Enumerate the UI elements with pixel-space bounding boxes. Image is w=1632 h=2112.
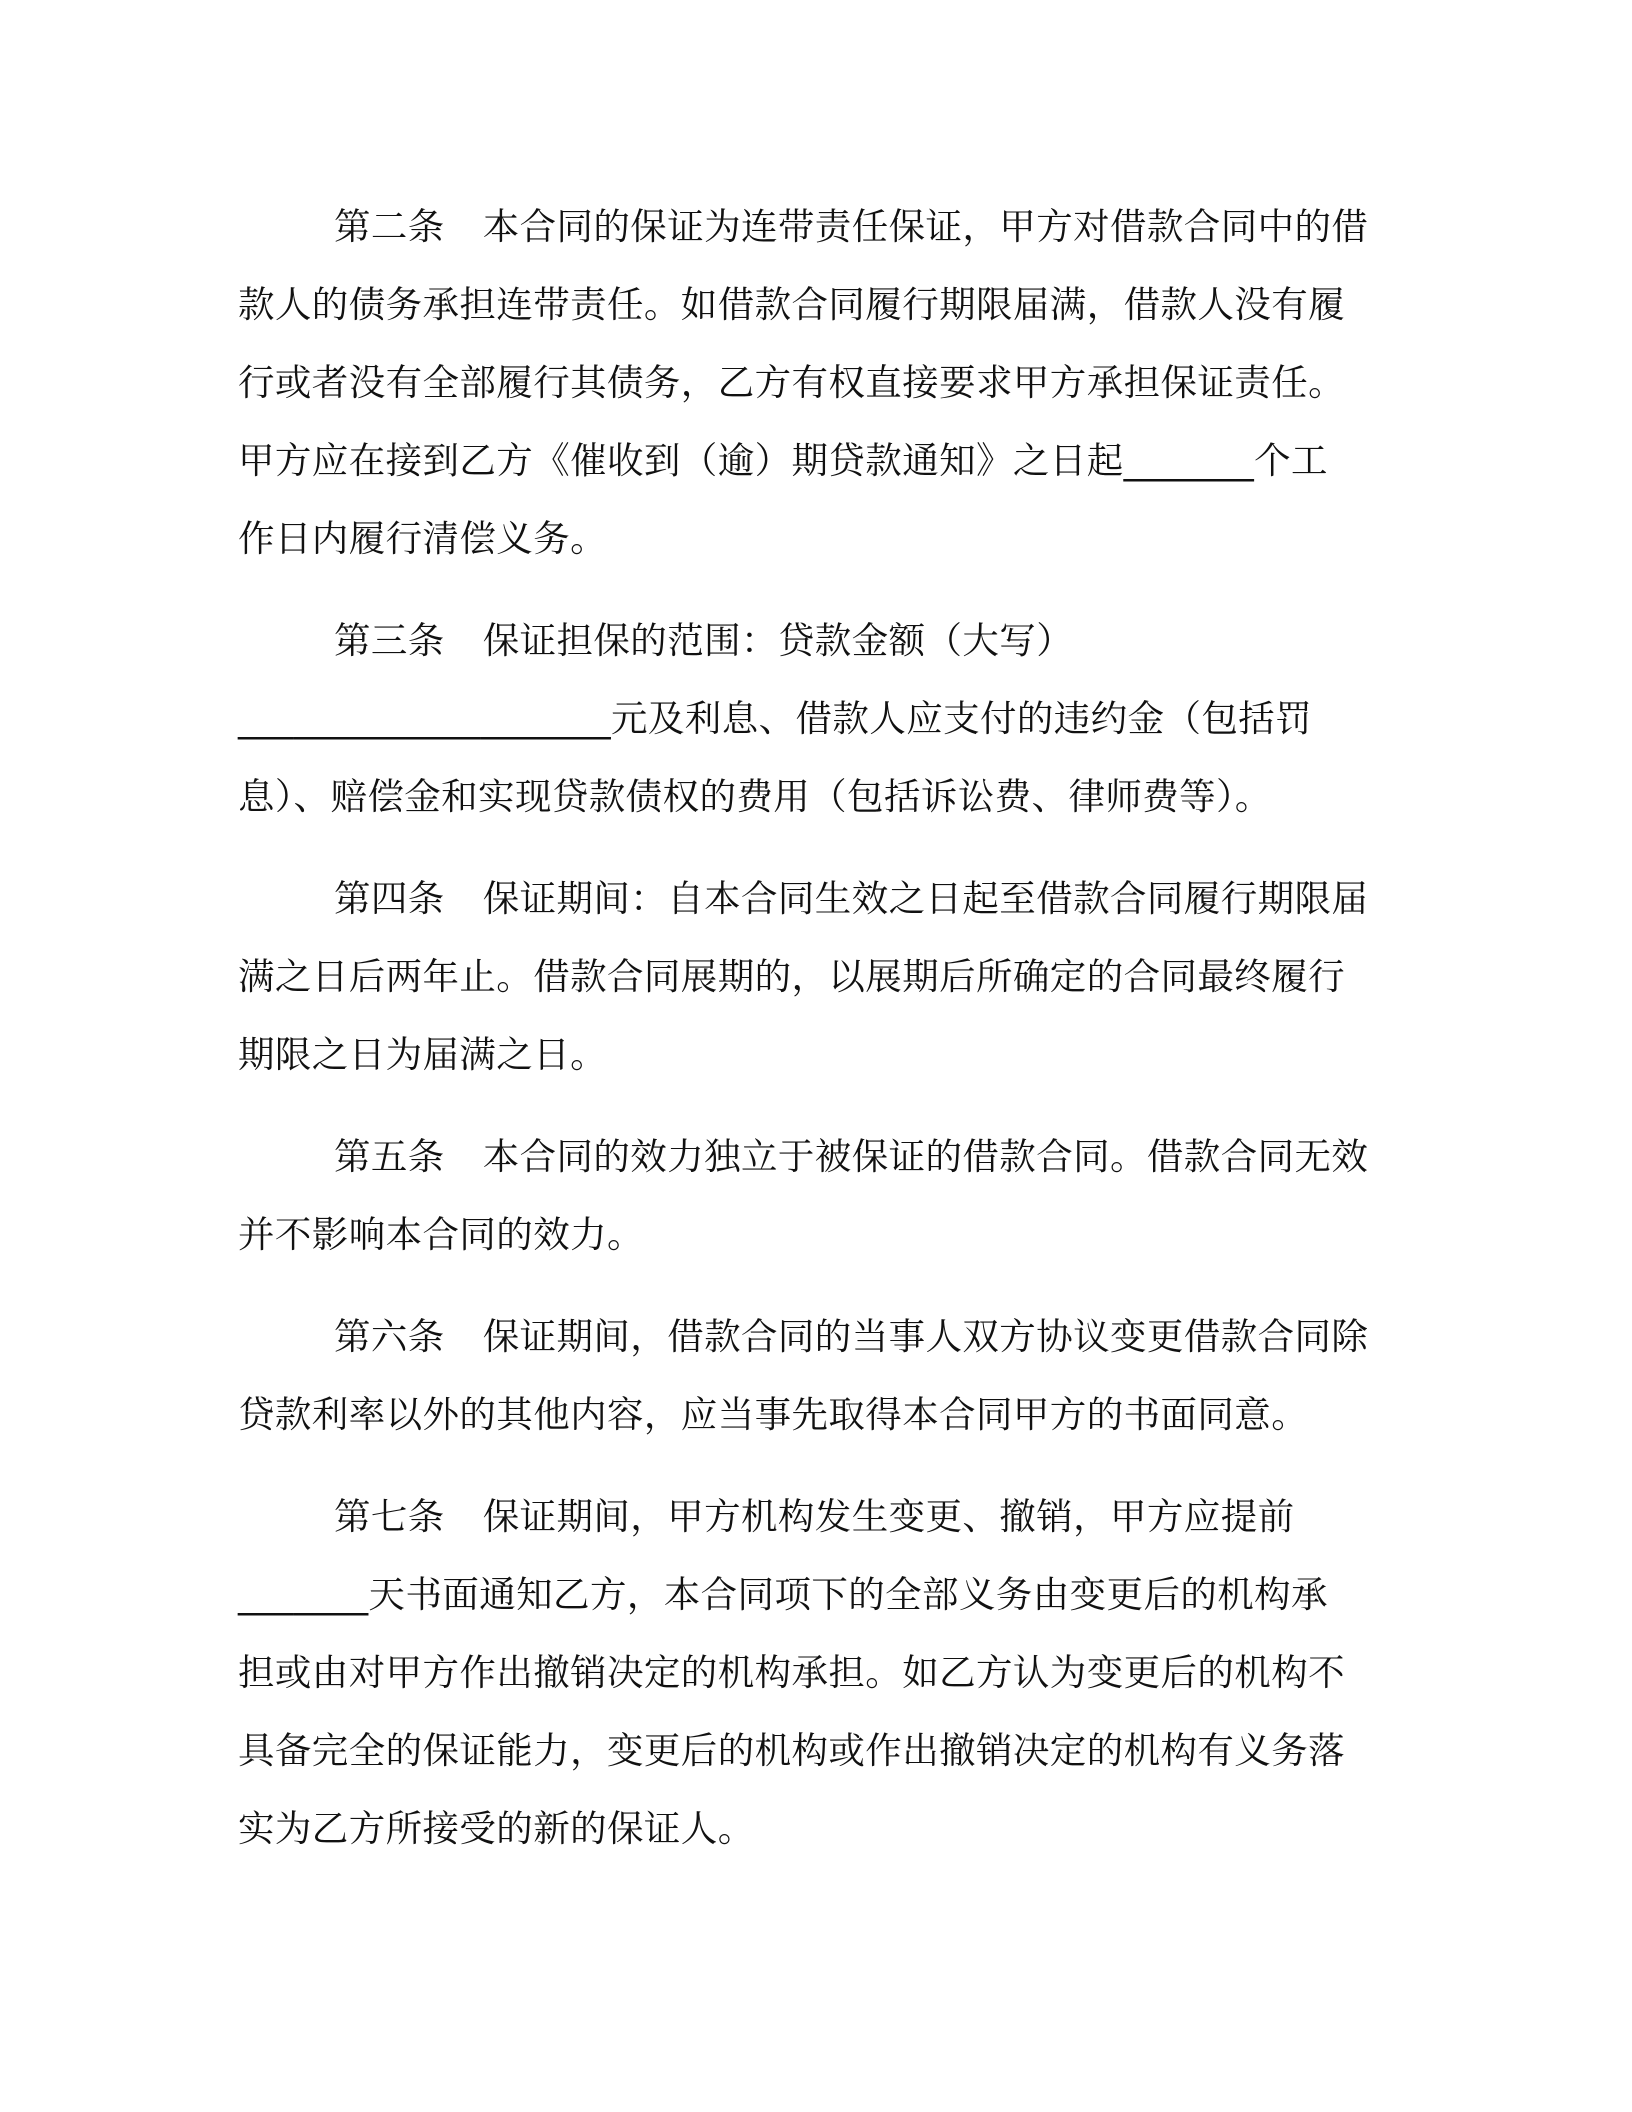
article-heading: 第五条 [334,1135,445,1178]
article-line: 第二条 本合同的保证为连带责任保证，甲方对借款合同中的借 [238,188,1388,266]
article-line: ____________________元及利息、借款人应支付的违约金（包括罚 [238,697,1313,740]
article-line: 贷款利率以外的其他内容，应当事先取得本合同甲方的书面同意。 [238,1393,1309,1436]
article-line: 第三条 保证担保的范围：贷款金额（大写） [238,602,1388,680]
article-heading: 第三条 [334,619,445,662]
article-3 [238,602,1388,836]
article-line: 息）、赔偿金和实现贷款债权的费用（包括诉讼费、律师费等）。 [238,775,1272,818]
article-heading: 第二条 [334,205,445,248]
article-6 [238,1298,1388,1454]
article-line: 期限之日为届满之日。 [238,1033,607,1076]
article-line: 实为乙方所接受的新的保证人。 [238,1807,755,1850]
article-line: 具备完全的保证能力，变更后的机构或作出撤销决定的机构有义务落 [238,1729,1345,1772]
article-line: 第六条 保证期间，借款合同的当事人双方协议变更借款合同除 [238,1298,1388,1376]
article-heading: 第四条 [334,877,445,920]
article-line: 作日内履行清偿义务。 [238,517,607,560]
article-heading: 第七条 [334,1495,445,1538]
article-line: 第五条 本合同的效力独立于被保证的借款合同。借款合同无效 [238,1118,1388,1196]
article-5 [238,1118,1388,1274]
document-page [238,188,1388,1892]
article-line: 款人的债务承担连带责任。如借款合同履行期限届满，借款人没有履 [238,283,1345,326]
article-line: 第七条 保证期间，甲方机构发生变更、撤销，甲方应提前 [238,1478,1388,1556]
article-line: _______天书面通知乙方，本合同项下的全部义务由变更后的机构承 [238,1573,1328,1616]
article-line: 并不影响本合同的效力。 [238,1213,644,1256]
article-line: 行或者没有全部履行其债务，乙方有权直接要求甲方承担保证责任。 [238,361,1345,404]
article-line: 第四条 保证期间：自本合同生效之日起至借款合同履行期限届 [238,860,1388,938]
article-line: 甲方应在接到乙方《催收到（逾）期贷款通知》之日起_______个工 [238,439,1328,482]
article-heading: 第六条 [334,1315,445,1358]
article-4 [238,860,1388,1094]
article-line: 担或由对甲方作出撤销决定的机构承担。如乙方认为变更后的机构不 [238,1651,1345,1694]
article-line: 满之日后两年止。借款合同展期的，以展期后所确定的合同最终履行 [238,955,1345,998]
article-7 [238,1478,1388,1868]
article-2 [238,188,1388,578]
